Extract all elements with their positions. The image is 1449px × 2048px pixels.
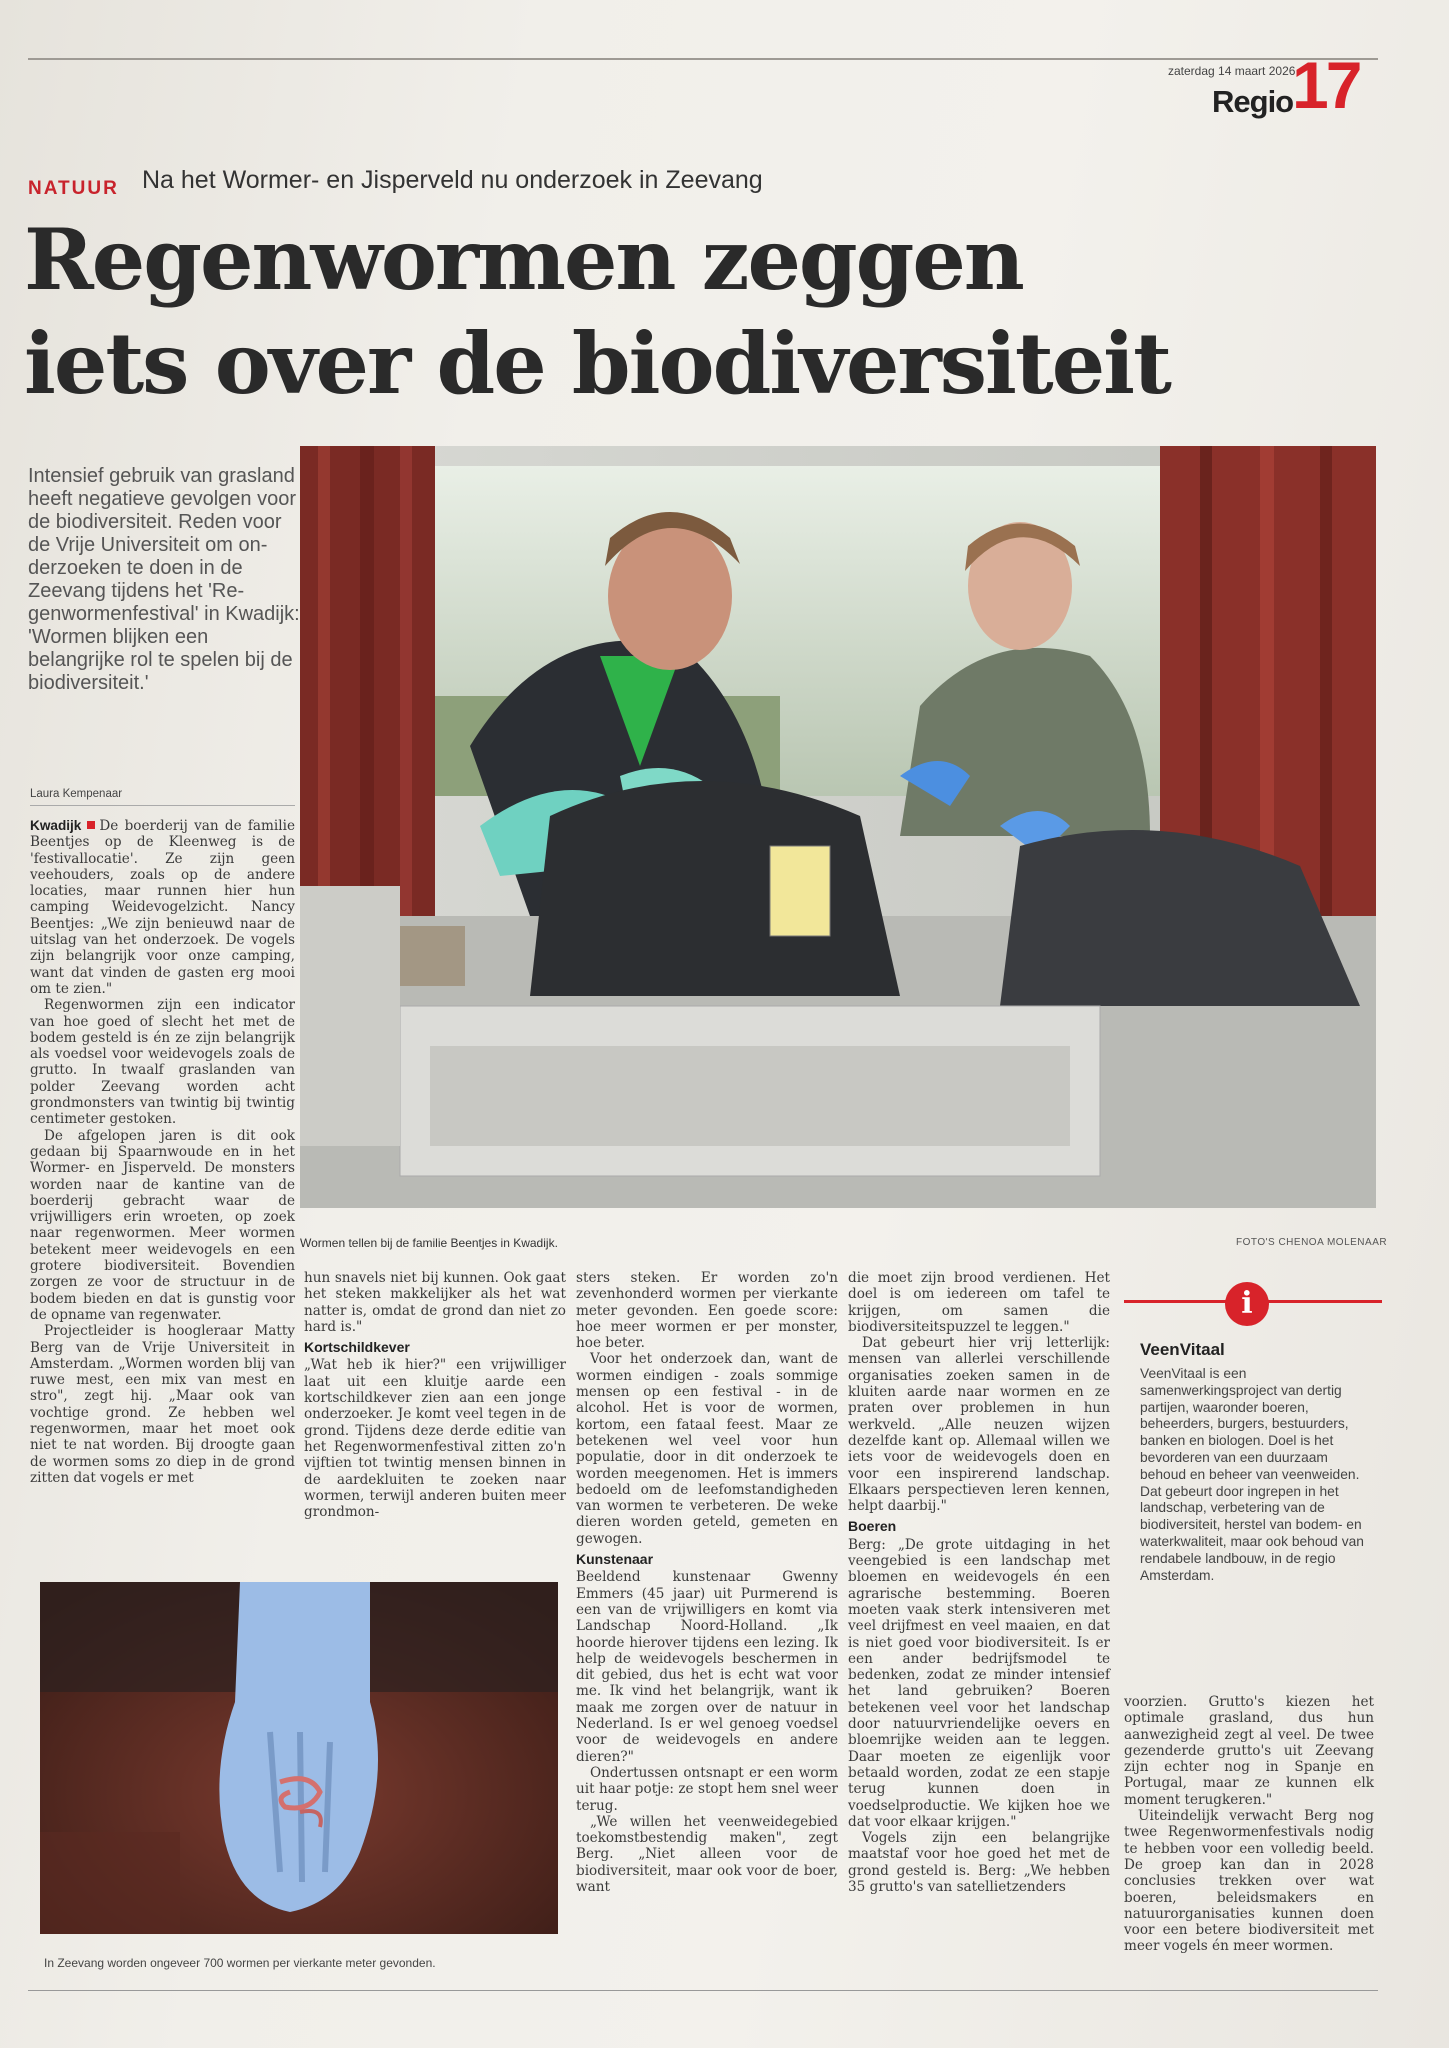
infobox-title: VeenVitaal [1140, 1340, 1225, 1359]
paragraph: sters steken. Er worden zo'n zevenhonderd wormen per vierkante meter gevonden. Een goede score: hoe meer wormen er per monster, hoe beter. [576, 1270, 838, 1352]
photo-credit: FOTO'S CHENOA MOLENAAR [1236, 1237, 1388, 1248]
issue-date: zaterdag 14 maart 2026 [1168, 64, 1296, 78]
column-5 [1124, 1694, 1374, 1955]
main-photo [300, 446, 1376, 1208]
paragraph: hun snavels niet bij kunnen. Ook gaat het steken makkelijker als het wat natter is, omdat de grond dan niet zo hard is." [304, 1270, 566, 1335]
bottom-rule [28, 1990, 1378, 1991]
subheading: Kortschildkever [304, 1339, 410, 1356]
paragraph: Regenwormen zijn een indicator van hoe goed of slecht het met de bodem gesteld is én ze zijn belangrijk als voedsel voor weidevogels zoals de grutto. In twaalf graslanden van polder Zeevang worden acht grondmonsters van twintig bij twintig centimeter gestoken. [30, 997, 295, 1128]
main-photo-image [300, 446, 1376, 1208]
paragraph: Dat gebeurt hier vrij letterlijk: mensen van allerlei verschillende organisaties zoeken samen in de kluiten aarde naar wormen en ze praten over problemen in hun werkveld. „Alle neuzen wijzen dezelfde kant op. Allemaal willen we iets voor de weidevogels doen en voor een inspirerend landschap. Elkaars perspectieven leren kennen, helpt daarbij." [848, 1335, 1110, 1515]
main-photo-caption: Wormen tellen bij de familie Beentjes in Kwadijk. [300, 1236, 558, 1250]
info-icon: i [1225, 1282, 1269, 1326]
top-rule [28, 58, 1378, 60]
byline: Laura Kempenaar [30, 788, 123, 800]
paragraph: die moet zijn brood verdienen. Het doel is om iedereen om tafel te krijgen, om samen die biodiversiteitspuzzel te leggen." [848, 1270, 1110, 1335]
paragraph: „We willen het veenweidegebied toekomstbestendig maken", zegt Berg. „Niet alleen voor de biodiversiteit, maar ook voor de boer, want [576, 1813, 838, 1895]
headline [24, 208, 1404, 416]
column-2 [304, 1270, 566, 1520]
column-3 [576, 1270, 838, 1895]
headline-line-1: Regenwormen zeggen [24, 210, 1023, 309]
column-4 [848, 1270, 1110, 1895]
paragraph: Vogels zijn een belangrijke maatstaf voor hoe goed het met de grond gesteld is. Berg: „We hebben 35 grutto's van satellietzenders [848, 1830, 1110, 1895]
dateline-marker-icon [87, 821, 95, 829]
section-label: Regio [1212, 84, 1294, 119]
page-number: 17 [1292, 48, 1360, 122]
paragraph: Voor het onderzoek dan, want de wormen eindigen - zoals sommige mensen op een festival - in de alcohol. Het is voor de wormen, kortom, een fataal feest. Maar ze betekenen wel veel voor hun populatie, door in dit onderzoek te worden meegenomen. Het is immers bedoeld om de leefomstandigheden van wormen te verbeteren. De weke dieren worden geteld, gemeten en gewogen. [576, 1351, 838, 1547]
subheading: Boeren [848, 1518, 897, 1535]
small-photo-caption: In Zeevang worden ongeveer 700 wormen per vierkante meter gevonden. [44, 1956, 436, 1970]
paragraph: Beeldend kunstenaar Gwenny Emmers (45 jaar) uit Purmerend is een van de vrijwilligers en komt via Landschap Noord-Holland. „Ik hoorde hierover tijdens een lezing. Ik help de weidevogels beschermen in dit gebied, dus het is echt wat voor me. Ik vind het belangrijk, want ik maak me zorgen over de natuur in Nederland. Is er wel genoeg voedsel voor de weidevogels en andere dieren?" [576, 1569, 838, 1765]
paragraph: De afgelopen jaren is dit ook gedaan bij Spaarnwoude en in het Wormer- en Jisperveld. De monsters worden naar de kantine van de boerderij gebracht waar de vrijwilligers erin wroeten, op zoek naar regenwormen. Meer wormen betekent meer weidevogels en een grotere biodiversiteit. Bovendien zorgen ze voor de structuur in de bodem bieden en dat is gunstig voor de opname van regenwater. [30, 1127, 295, 1323]
intro: Intensief gebruik van grasland heeft negatieve gevolgen voor de biodiversiteit. Reden voor de Vrije Universiteit om onderzoeken te doen in de Zeevang tijdens het 'Regenwormenfestival' in Kwadijk: 'Wormen blijken een belangrijke rol te spelen bij de biodiversiteit.' [28, 465, 300, 694]
kicker: Na het Wormer- en Jisperveld nu onderzoek in Zeevang [142, 166, 763, 194]
column-1 [30, 818, 295, 1486]
infobox-body: VeenVitaal is een samenwerkingsproject van dertig partijen, waaronder boeren, beheerders, burgers, bestuurders, banken en biologen. Doel is het bevorderen van een duurzaam behoud en beheer van veenweiden. Dat gebeurt door ingrepen in het landschap, verbetering van de biodiversiteit, herstel van bodem- en waterkwaliteit, maar ook behoud van rendabele landbouw, in de regio Amsterdam. [1140, 1366, 1364, 1583]
paragraph: Ondertussen ontsnapt er een worm uit haar potje: ze stopt hem snel weer terug. [576, 1764, 838, 1814]
small-photo-image [40, 1582, 558, 1934]
small-photo [40, 1582, 558, 1934]
paragraph: Projectleider is hoogleraar Matty Berg van de Vrije Universiteit in Amsterdam. „Wormen worden blij van ruwe mest, een mix van mest en stro", zegt hij. „Maar ook van vochtige grond. Ze hebben wel regenwormen, maar het moet ook niet te nat worden. Bij droogte gaan de wormen soms zo diep in de grond zitten dat vogels er met [30, 1323, 295, 1486]
byline-rule [30, 805, 295, 806]
dateline: Kwadijk [30, 818, 82, 833]
kicker-tag: NATUUR [28, 178, 119, 199]
paragraph: Berg: „De grote uitdaging in het veengebied is een landschap met bloemen en weidevogels én een agrarische bestemming. Boeren moeten vaak sterk intensiveren met veel drijfmest en veel maaien, en dat is niet goed voor biodiversiteit. Is er een ander bedrijfsmodel te bedenken, zodat ze minder intensief het land gebruiken? Boeren betekenen veel voor het landschap door natuurvriendelijke oevers en bloemrijke weiden aan te leggen. Daar moeten ze eigenlijk voor betaald worden, zodat ze een stapje terug kunnen doen in voedselproductie. We kijken hoe we dat voor elkaar krijgen." [848, 1536, 1110, 1830]
paragraph: Uiteindelijk verwacht Berg nog twee Regenwormenfestivals nodig te hebben voor een volledig beeld. De groep kan dan in 2028 conclusies trekken over wat boeren, beleidsmakers en natuurorganisaties kunnen doen voor een betere biodiversiteit met meer vogels én meer wormen. [1124, 1808, 1374, 1955]
paragraph: voorzien. Grutto's kiezen het optimale grasland, dus hun aanwezigheid zegt al veel. De twee gezenderde grutto's uit Zeevang zijn echter nog in Spanje en Portugal, maar ze kunnen elk moment terugkeren." [1124, 1694, 1374, 1808]
headline-line-2: iets over de biodiversiteit [24, 314, 1170, 413]
subheading: Kunstenaar [576, 1551, 654, 1568]
paragraph: „Wat heb ik hier?" een vrijwilliger laat uit een kluitje aarde een kortschildkever zien aan een jonge onderzoeker. Je komt veel tegen in de grond. Tijdens deze derde editie van het Regenwormenfestival zitten zo'n vijftien tot twintig mensen binnen in de aardekluiten te zoeken naar wormen, terwijl anderen buiten meer grondmon- [304, 1357, 566, 1521]
paragraph: Kwadijk De boerderij van de familie Beentjes op de Kleenweg is de 'festivallocatie'. Ze zijn geen veehouders, zoals op de andere locaties, maar runnen hier hun camping Weidevogelzicht. Nancy Beentjes: „We zijn benieuwd naar de uitslag van het onderzoek. De vogels zijn belangrijk voor onze camping, want dat vinden de gasten erg mooi om te zien." [30, 818, 295, 997]
